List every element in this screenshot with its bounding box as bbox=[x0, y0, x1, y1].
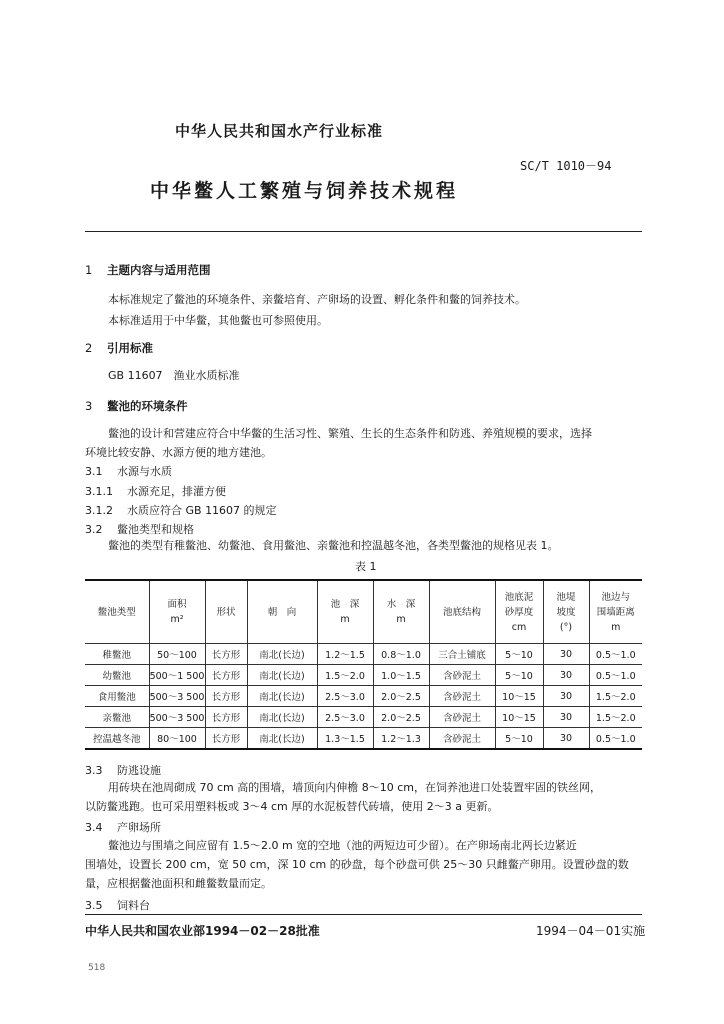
clause-3-3 bbox=[85, 762, 161, 778]
table-cell: 长方形 bbox=[205, 707, 247, 728]
paragraph: 本标准适用于中华鳖，其他鳖也可参照使用。 bbox=[108, 314, 328, 327]
table-cell: 500～3 500 bbox=[149, 707, 205, 728]
column-header: 池 深 m bbox=[317, 580, 373, 644]
table-cell: 南北(长边) bbox=[247, 644, 317, 665]
column-header: 池边与 围墙距离 m bbox=[589, 580, 642, 644]
section-2-heading bbox=[85, 340, 153, 356]
table-cell: 30 bbox=[543, 644, 589, 665]
table-cell: 0.5～1.0 bbox=[589, 644, 642, 665]
column-header: 池底泥 砂厚度 cm bbox=[495, 580, 543, 644]
table-row bbox=[85, 665, 642, 686]
table-cell: 80～100 bbox=[149, 728, 205, 750]
table-cell: 50～100 bbox=[149, 644, 205, 665]
section-title: 鳖池的环境条件 bbox=[107, 399, 188, 413]
section-title: 引用标准 bbox=[107, 341, 153, 355]
table-cell: 30 bbox=[543, 686, 589, 707]
table-row bbox=[85, 707, 642, 728]
clause-3-1-2 bbox=[85, 502, 277, 518]
paragraph: 量，应根据鳖池面积和雌鳖数量而定。 bbox=[85, 877, 272, 890]
table-cell: 5～10 bbox=[495, 665, 543, 686]
table-cell: 含砂泥土 bbox=[429, 686, 495, 707]
table-row bbox=[85, 644, 642, 665]
section-3-heading bbox=[85, 398, 188, 414]
table-cell: 南北(长边) bbox=[247, 707, 317, 728]
table-cell: 0.5～1.0 bbox=[589, 728, 642, 750]
clause-title: 水源充足，排灌方便 bbox=[127, 485, 226, 498]
page-number: 518 bbox=[88, 963, 106, 973]
table-cell: 长方形 bbox=[205, 686, 247, 707]
clause-number: 3.2 bbox=[85, 523, 103, 536]
header-rule bbox=[85, 231, 642, 232]
standard-number: SC/T 1010－94 bbox=[520, 159, 612, 173]
column-header: 池堤 坡度 (°) bbox=[543, 580, 589, 644]
table-cell: 稚鳖池 bbox=[85, 644, 149, 665]
table-cell: 食用鳖池 bbox=[85, 686, 149, 707]
table-cell: 1.3～1.5 bbox=[317, 728, 373, 750]
section-number: 3 bbox=[85, 399, 93, 413]
approval-date: 中华人民共和国农业部1994－02－28批准 bbox=[85, 924, 320, 938]
clause-title: 产卵场所 bbox=[117, 821, 161, 834]
table-cell: 1.5～2.0 bbox=[589, 707, 642, 728]
table-cell: 1.0～1.5 bbox=[373, 665, 429, 686]
table-cell: 0.8～1.0 bbox=[373, 644, 429, 665]
table-cell: 1.2～1.5 bbox=[317, 644, 373, 665]
table-cell: 控温越冬池 bbox=[85, 728, 149, 750]
paragraph: 鳖池的设计和营建应符合中华鳖的生活习性、繁殖、生长的生态条件和防逃、养殖规模的要求，选择 bbox=[108, 427, 592, 440]
column-header: 朝 向 bbox=[247, 580, 317, 644]
table-cell: 2.0～2.5 bbox=[373, 707, 429, 728]
column-header: 形状 bbox=[205, 580, 247, 644]
section-number: 1 bbox=[85, 263, 93, 277]
table-cell: 长方形 bbox=[205, 644, 247, 665]
table-cell: 1.5～2.0 bbox=[317, 665, 373, 686]
table-cell: 长方形 bbox=[205, 665, 247, 686]
table-cell: 含砂泥土 bbox=[429, 728, 495, 750]
table-cell: 幼鳖池 bbox=[85, 665, 149, 686]
clause-number: 3.1 bbox=[85, 465, 103, 478]
table-cell: 10～15 bbox=[495, 707, 543, 728]
table-cell: 2.5～3.0 bbox=[317, 707, 373, 728]
paragraph: 本标准规定了鳖池的环境条件、亲鳖培育、产卵场的设置、孵化条件和鳖的饲养技术。 bbox=[108, 293, 526, 306]
table-row bbox=[85, 686, 642, 707]
table-cell: 长方形 bbox=[205, 728, 247, 750]
table-cell: 1.2～1.3 bbox=[373, 728, 429, 750]
table-cell: 含砂泥土 bbox=[429, 665, 495, 686]
table-cell: 2.0～2.5 bbox=[373, 686, 429, 707]
paragraph: 用砖块在池周砌成 70 cm 高的围墙，墙顶向内伸檐 8～10 cm，在饲养池进口处装置牢固的铁丝网， bbox=[108, 781, 601, 794]
paragraph: 环境比较安静、水源方便的地方建池。 bbox=[85, 446, 272, 459]
table-cell: 0.5～1.0 bbox=[589, 665, 642, 686]
clause-3-5 bbox=[85, 897, 150, 913]
table-cell: 5～10 bbox=[495, 644, 543, 665]
paragraph: 鳖池边与围墙之间应留有 1.5～2.0 m 宽的空地（池的两短边可少留）。在产卵场南北两长边紧近 bbox=[108, 839, 577, 852]
table-cell: 5～10 bbox=[495, 728, 543, 750]
table-cell: 500～3 500 bbox=[149, 686, 205, 707]
clause-number: 3.1.1 bbox=[85, 485, 113, 498]
clause-title: 水源与水质 bbox=[117, 465, 172, 478]
table-cell: 1.5～2.0 bbox=[589, 686, 642, 707]
document-title: 中华鳖人工繁殖与饲养技术规程 bbox=[150, 180, 459, 202]
table-cell: 30 bbox=[543, 707, 589, 728]
clause-number: 3.1.2 bbox=[85, 504, 113, 517]
section-number: 2 bbox=[85, 341, 93, 355]
clause-number: 3.4 bbox=[85, 821, 103, 834]
table-cell: 10～15 bbox=[495, 686, 543, 707]
table-cell: 亲鳖池 bbox=[85, 707, 149, 728]
clause-number: 3.3 bbox=[85, 764, 103, 777]
table-cell: 2.5～3.0 bbox=[317, 686, 373, 707]
pond-spec-table bbox=[85, 579, 642, 750]
table-cell: 500～1 500 bbox=[149, 665, 205, 686]
section-title: 主题内容与适用范围 bbox=[107, 263, 211, 277]
table-cell: 三合土铺底 bbox=[429, 644, 495, 665]
publisher-title: 中华人民共和国水产行业标准 bbox=[175, 122, 384, 140]
table-cell: 30 bbox=[543, 728, 589, 750]
table-cell: 含砂泥土 bbox=[429, 707, 495, 728]
paragraph: 鳖池的类型有稚鳖池、幼鳖池、食用鳖池、亲鳖池和控温越冬池，各类型鳖池的规格见表 1。 bbox=[108, 539, 559, 552]
paragraph: 围墙处，设置长 200 cm，宽 50 cm，深 10 cm 的砂盘，每个砂盘可供 25～30 只雌鳖产卵用。设置砂盘的数 bbox=[85, 858, 629, 871]
reference-item: GB 11607 渔业水质标准 bbox=[108, 369, 240, 382]
paragraph: 以防鳖逃跑。也可采用塑料板或 3～4 cm 厚的水泥板替代砖墙，使用 2～3 a 更新。 bbox=[85, 800, 499, 813]
table-caption: 表 1 bbox=[355, 560, 377, 573]
clause-3-1 bbox=[85, 463, 172, 479]
table-cell: 南北(长边) bbox=[247, 665, 317, 686]
table-header-row bbox=[85, 580, 642, 644]
clause-3-4 bbox=[85, 819, 161, 835]
clause-title: 水质应符合 GB 11607 的规定 bbox=[127, 504, 277, 517]
column-header: 池底结构 bbox=[429, 580, 495, 644]
column-header: 水 深 m bbox=[373, 580, 429, 644]
table-cell: 南北(长边) bbox=[247, 728, 317, 750]
clause-3-1-1 bbox=[85, 483, 226, 499]
clause-title: 鳖池类型和规格 bbox=[117, 523, 194, 536]
footer-rule bbox=[85, 914, 642, 915]
implementation-date: 1994－04－01实施 bbox=[536, 924, 646, 938]
column-header: 鳖池类型 bbox=[85, 580, 149, 644]
table-cell: 30 bbox=[543, 665, 589, 686]
clause-3-2 bbox=[85, 521, 194, 537]
table-cell: 南北(长边) bbox=[247, 686, 317, 707]
clause-title: 饲料台 bbox=[117, 899, 150, 912]
column-header: 面积 m² bbox=[149, 580, 205, 644]
section-1-heading bbox=[85, 262, 211, 278]
table-row bbox=[85, 728, 642, 750]
clause-title: 防逃设施 bbox=[117, 764, 161, 777]
clause-number: 3.5 bbox=[85, 899, 103, 912]
